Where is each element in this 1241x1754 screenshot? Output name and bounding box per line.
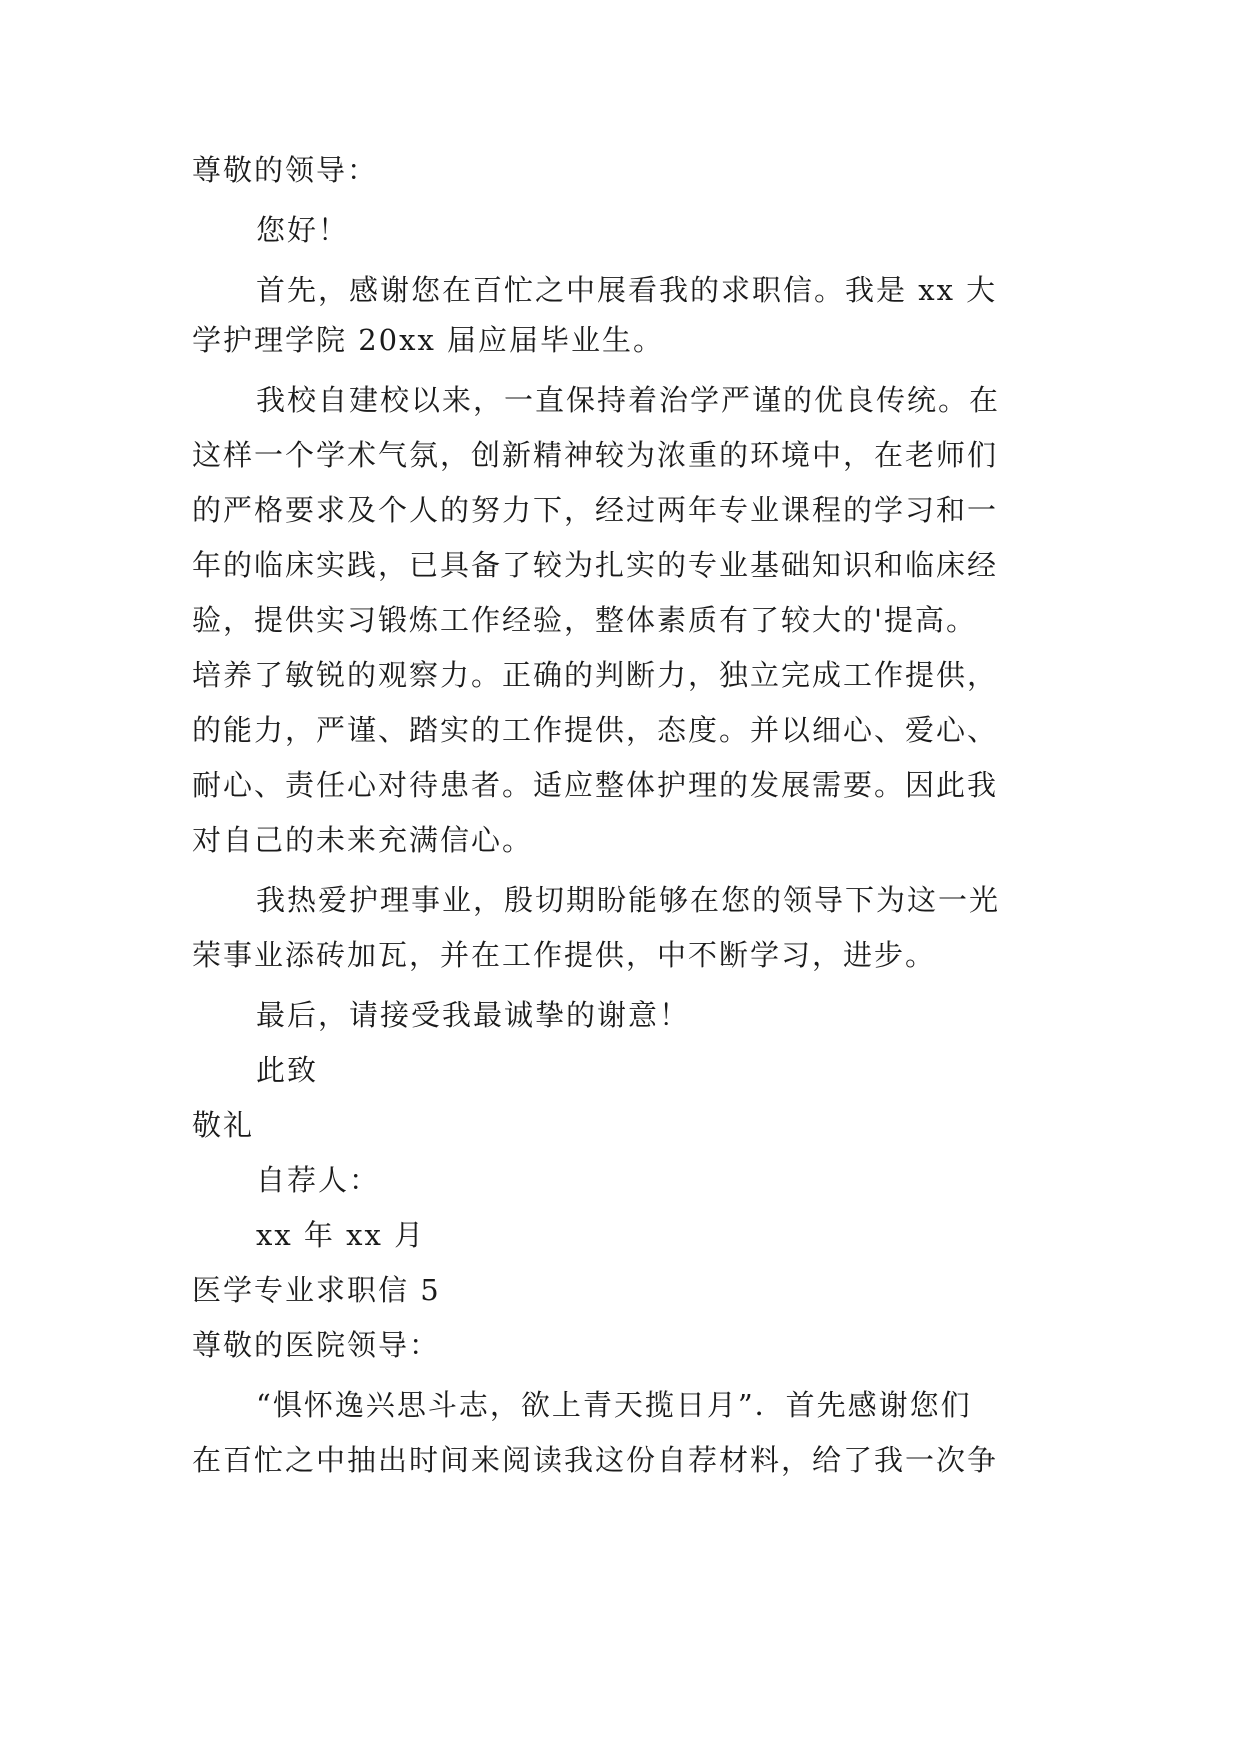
paragraph-line: 这样一个学术气氛，创新精神较为浓重的环境中，在老师们 [192, 438, 999, 472]
paragraph-line: 验，提供实习锻炼工作经验，整体素质有了较大的'提高。 [192, 603, 977, 637]
closing-line: 此致 [256, 1053, 319, 1087]
paragraph-line: “惧怀逸兴思斗志，欲上青天揽日月”．首先感谢您们 [256, 1388, 972, 1422]
salutation: 尊敬的领导： [192, 153, 379, 187]
paragraph-line: 我校自建校以来，一直保持着治学严谨的优良传统。在 [256, 383, 1001, 417]
paragraph-line: 的能力，严谨、踏实的工作提供，态度。并以细心、爱心、 [192, 713, 999, 747]
paragraph-line: 对自己的未来充满信心。 [192, 823, 534, 857]
paragraph-line: 的严格要求及个人的努力下，经过两年专业课程的学习和一 [192, 493, 999, 527]
date-line: xx 年 xx 月 [256, 1218, 426, 1252]
paragraph-line: 荣事业添砖加瓦，并在工作提供，中不断学习，进步。 [192, 938, 937, 972]
paragraph-line: 培养了敏锐的观察力。正确的判断力，独立完成工作提供， [192, 658, 999, 692]
greeting: 您好！ [256, 213, 350, 247]
signature-label: 自荐人： [256, 1163, 381, 1197]
paragraph-line: 学护理学院 20xx 届应届毕业生。 [192, 323, 665, 357]
salutation: 尊敬的医院领导： [192, 1328, 441, 1362]
section-title: 医学专业求职信 5 [192, 1273, 441, 1307]
paragraph-line: 最后，请接受我最诚挚的谢意！ [256, 998, 691, 1032]
paragraph-line: 耐心、责任心对待患者。适应整体护理的发展需要。因此我 [192, 768, 999, 802]
closing-line: 敬礼 [192, 1108, 255, 1142]
paragraph-line: 我热爱护理事业，殷切期盼能够在您的领导下为这一光 [256, 883, 1001, 917]
paragraph-line: 年的临床实践，已具备了较为扎实的专业基础知识和临床经 [192, 548, 999, 582]
paragraph-line: 首先，感谢您在百忙之中展看我的求职信。我是 xx 大 [256, 273, 998, 307]
paragraph-line: 在百忙之中抽出时间来阅读我这份自荐材料，给了我一次争 [192, 1443, 999, 1477]
